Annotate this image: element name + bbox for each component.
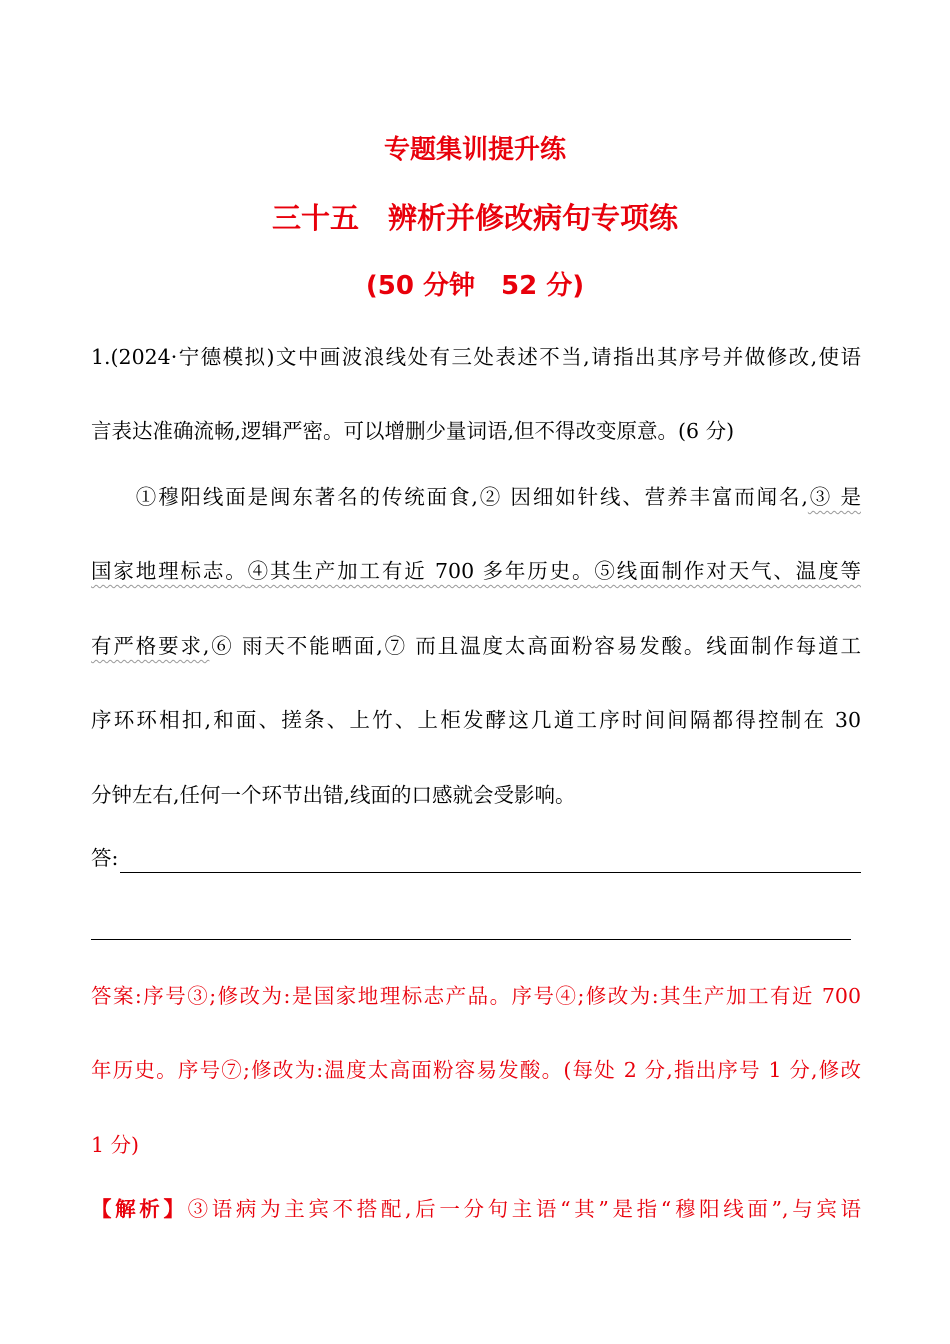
analysis-label: 【解析】 [91,1197,188,1221]
wavy-segment-5-cont: 有严格要求, [91,634,210,658]
passage-segment-1: ①穆阳线面是闽东著名的传统面食, [91,485,478,509]
question-line-1: 1.(2024·宁德模拟)文中画波浪线处有三处表述不当,请指出其序号并做修改,使语 [91,345,861,369]
passage-line-3 [91,631,861,661]
answer-line-2: 年历史。序号⑦;修改为:温度太高面粉容易发酸。(每处 2 分,指出序号 1 分,修改 [91,1058,861,1082]
analysis-text: ③语病为主宾不搭配,后一分句主语“其”是指“穆阳线面”,与宾语 [187,1197,862,1221]
passage-segment-8: 线面制作每道工 [706,634,861,658]
passage-line-5: 分钟左右,任何一个环节出错,线面的口感就会受影响。 [91,783,576,807]
analysis-line-1 [91,1194,861,1224]
passage-line-2 [91,556,861,586]
wavy-segment-5: ⑤线面制作对天气、温度等 [594,559,861,583]
question-line-2: 言表达准确流畅,逻辑严密。可以增删少量词语,但不得改变原意。(6 分) [91,419,735,443]
passage-line-1 [91,482,861,512]
time-score-title: (50 分钟 52 分) [365,271,585,301]
wavy-segment-4: ④其生产加工有近 700 多年历史。 [247,559,595,583]
passage-segment-2: ② 因细如针线、营养丰富而闻名, [477,485,808,509]
section-title: 三十五 辨析并修改病句专项练 [271,201,678,235]
wavy-segment-3-cont: 国家地理标志。 [91,559,248,583]
passage-segment-7: ⑦ 而且温度太高面粉容易发酸。 [382,634,707,658]
answer-field[interactable] [91,843,861,873]
answer-label: 答: [91,846,119,870]
wavy-segment-3: ③ 是 [807,485,861,509]
answer-line-1: 答案:序号③;修改为:是国家地理标志产品。序号④;修改为:其生产加工有近 700 [91,984,861,1008]
main-title: 专题集训提升练 [383,135,566,165]
answer-blank-line [91,939,851,940]
passage-line-4: 序环环相扣,和面、搓条、上竹、上柜发酵这几道工序时间间隔都得控制在 30 [91,708,861,732]
passage-segment-6: ⑥ 雨天不能晒面, [209,634,383,658]
answer-line-3: 1 分) [91,1133,140,1157]
answer-underline [120,850,861,873]
